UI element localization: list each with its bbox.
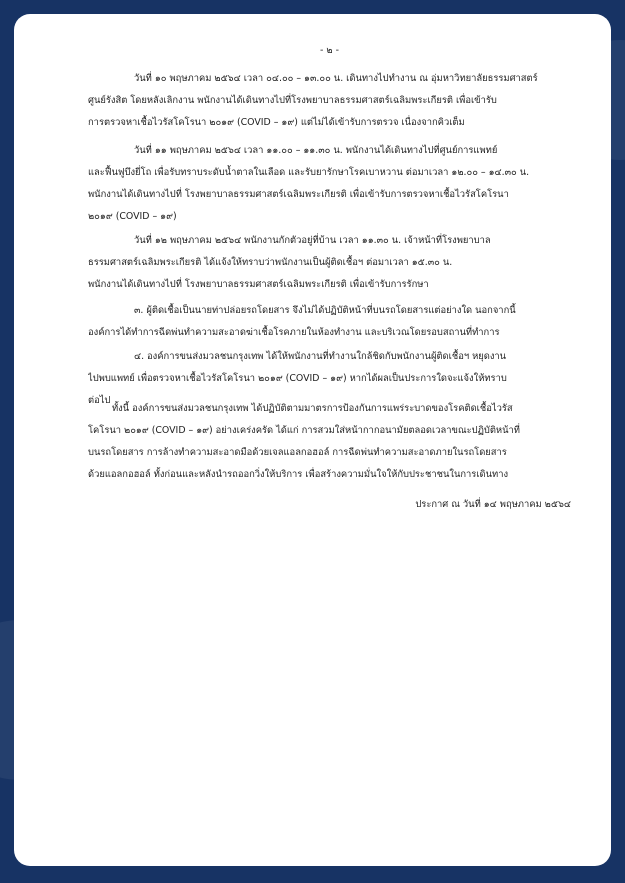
paragraph-line: พนักงานได้เดินทางไปที่ โรงพยาบาลธรรมศาสตร์เฉลิมพระเกียรติ เพื่อเข้ารับการรักษา — [88, 279, 429, 290]
paragraph-may-10 — [88, 68, 571, 134]
paragraph-line: วันที่ ๑๒ พฤษภาคม ๒๕๖๔ พนักงานกักตัวอยู่ที่บ้าน เวลา ๑๑.๓๐ น. เจ้าหน้าที่โรงพยาบาล — [134, 235, 491, 246]
paragraph-line: ด้วยแอลกอฮอล์ ทั้งก่อนและหลังนำรถออกวิ่งให้บริการ เพื่อสร้างความมั่นใจให้กับประชาชนในการเดินทาง — [88, 469, 509, 480]
paragraph-line: โคโรนา ๒๐๑๙ (COVID – ๑๙) อย่างเคร่งครัด ได้แก่ การสวมใส่หน้ากากอนามัยตลอดเวลาขณะปฏิบัติหน้าที่ — [88, 425, 520, 436]
paragraph-line: ๒๐๑๙ (COVID – ๑๙) — [88, 211, 177, 222]
paragraph-line: ไปพบแพทย์ เพื่อตรวจหาเชื้อไวรัสโคโรนา ๒๐๑๙ (COVID – ๑๙) หากได้ผลเป็นประการใดจะแจ้งให้ทราบ — [88, 373, 507, 384]
paragraph-conclusion — [88, 398, 571, 486]
announcement-date: ประกาศ ณ วันที่ ๑๔ พฤษภาคม ๒๕๖๔ — [415, 499, 571, 510]
paragraph-line: วันที่ ๑๐ พฤษภาคม ๒๕๖๔ เวลา ๐๔.๐๐ – ๑๓.๐๐ น. เดินทางไปทำงาน ณ อุ่มหาวิทยาลัยธรรมศาสตร์ — [134, 73, 538, 84]
paragraph-line: องค์การได้ทำการฉีดพ่นทำความสะอาดฆ่าเชื้อโรคภายในห้องทำงาน และบริเวณโดยรอบสถานที่ทำการ — [88, 327, 500, 338]
paragraph-item-3 — [88, 300, 571, 344]
paragraph-line: พนักงานได้เดินทางไปที่ โรงพยาบาลธรรมศาสตร์เฉลิมพระเกียรติ เพื่อเข้ารับการตรวจหาเชื้อไวรัสโคโรนา — [88, 189, 509, 200]
paragraph-line: การตรวจหาเชื้อไวรัสโคโรนา ๒๐๑๙ (COVID – ๑๙) แต่ไม่ได้เข้ารับการตรวจ เนื่องจากคิวเต็ม — [88, 117, 465, 128]
paragraph-line: ๔. องค์การขนส่งมวลชนกรุงเทพ ได้ให้พนักงานที่ทำงานใกล้ชิดกับพนักงานผู้ติดเชื้อฯ หยุดงาน — [134, 351, 507, 362]
page-number: - ๒ - — [320, 45, 339, 56]
paragraph-line: ๓. ผู้ติดเชื้อเป็นนายท่าปล่อยรถโดยสาร จึงไม่ได้ปฏิบัติหน้าที่บนรถโดยสารแต่อย่างใด นอกจากนี้ — [134, 305, 516, 316]
paragraph-line: วันที่ ๑๑ พฤษภาคม ๒๕๖๔ เวลา ๑๑.๐๐ – ๑๑.๓๐ น. พนักงานได้เดินทางไปที่ศูนย์การแพทย์ — [134, 145, 498, 156]
paragraph-line: ธรรมศาสตร์เฉลิมพระเกียรติ ได้แจ้งให้ทราบว่าพนักงานเป็นผู้ติดเชื้อฯ ต่อมาเวลา ๑๕.๓๐ น. — [88, 257, 453, 268]
document-page — [14, 14, 611, 866]
paragraph-line: บนรถโดยสาร การล้างทำความสะอาดมือด้วยเจลแอลกอฮอล์ การฉีดพ่นทำความสะอาดภายในรถโดยสาร — [88, 447, 507, 458]
paragraph-line: และฟื้นฟูบึงยี่โถ เพื่อรับทราบระดับน้ำตาลในเลือด และรับยารักษาโรคเบาหวาน ต่อมาเวลา ๑๒.๐๐ – ๑๔.๓๐ น. — [88, 167, 530, 178]
paragraph-line: ต่อไป — [88, 395, 111, 406]
paragraph-may-11 — [88, 140, 571, 228]
paragraph-line: ทั้งนี้ องค์การขนส่งมวลชนกรุงเทพ ได้ปฏิบัติตามมาตรการป้องกันการแพร่ระบาดของโรคติดเชื้อไวรัส — [112, 403, 513, 414]
paragraph-may-12 — [88, 230, 571, 296]
paragraph-line: ศูนย์รังสิต โดยหลังเลิกงาน พนักงานได้เดินทางไปที่โรงพยาบาลธรรมศาสตร์เฉลิมพระเกียรติ เพื่อเข้ารับ — [88, 95, 497, 106]
